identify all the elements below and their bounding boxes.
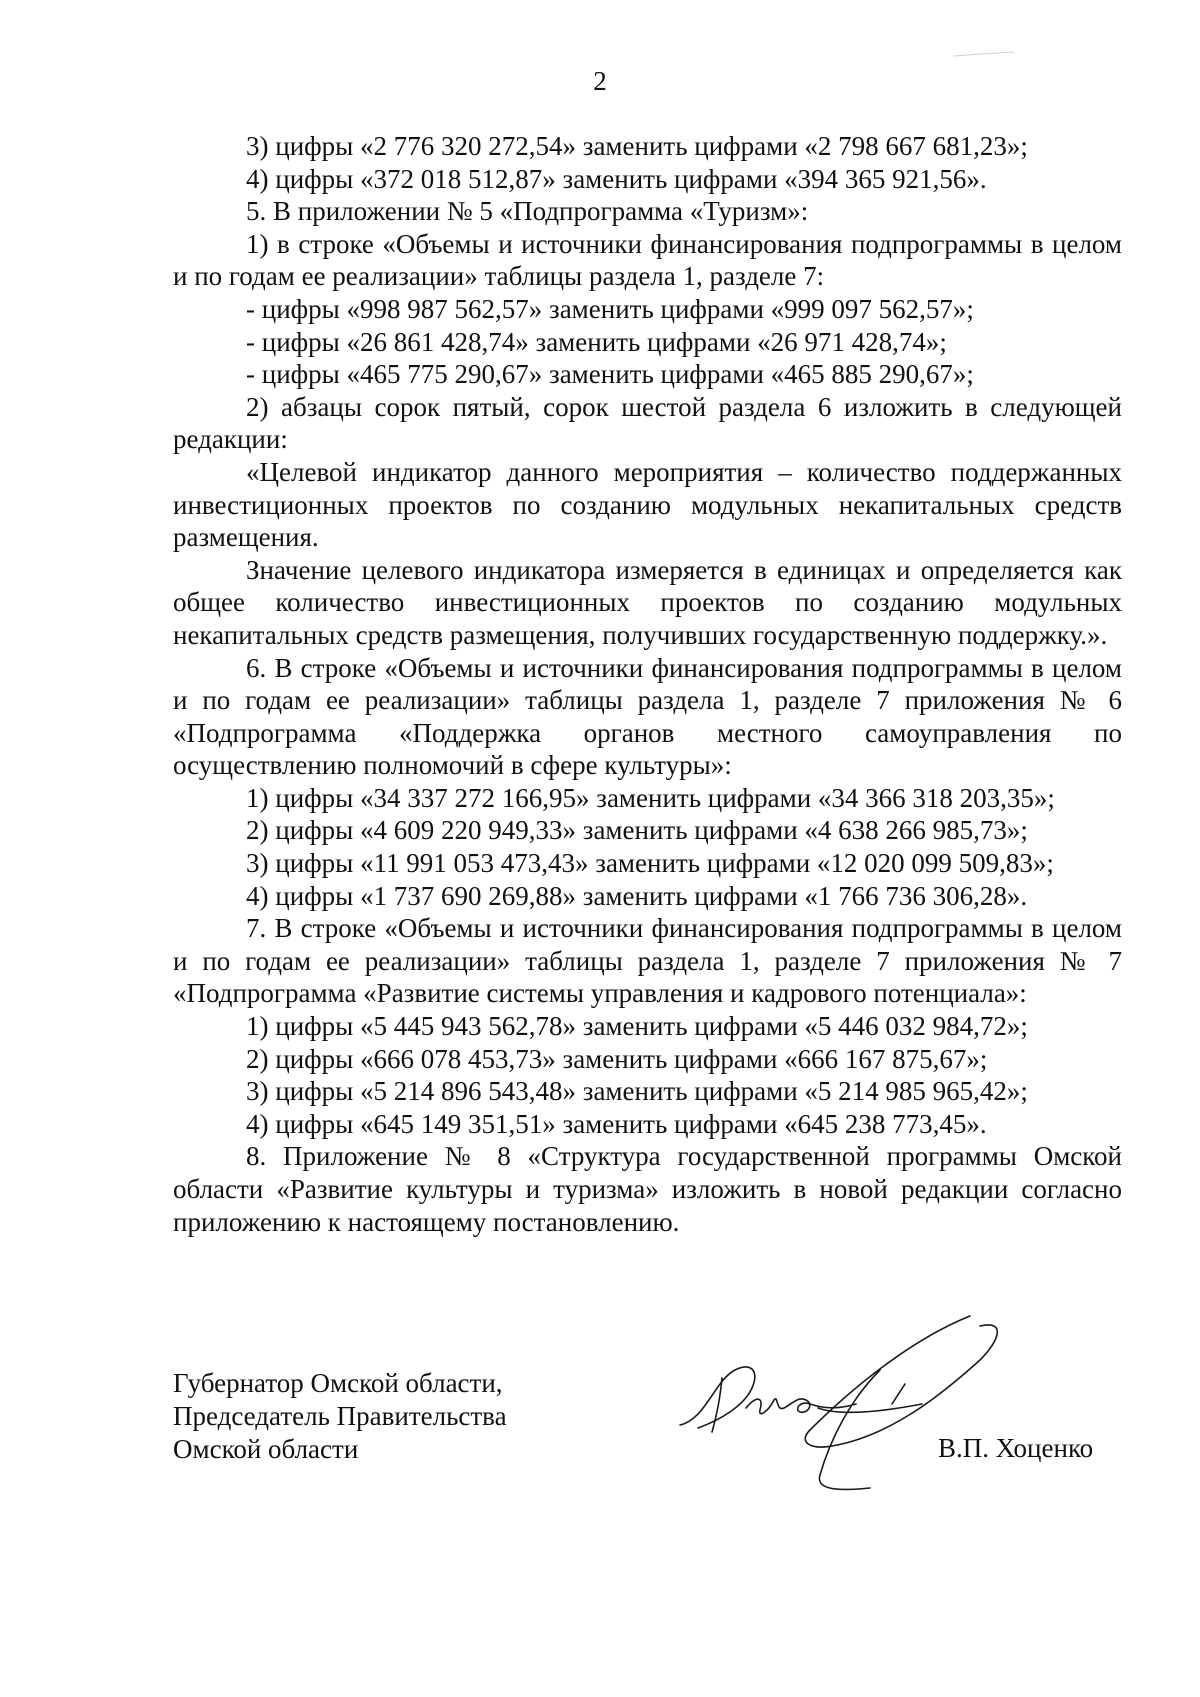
handwritten-signature bbox=[660, 1300, 1080, 1500]
signatory-position-line: Губернатор Омской области, bbox=[173, 1368, 503, 1398]
paragraph-section-7: 7. В строке «Объемы и источники финансирования подпрограммы в целом и по годам ее реализации» таблицы раздела 1, разделе 7 приложения № 7 «Подпрограмма «Развитие системы управления и кадрового потенциала»: bbox=[173, 913, 1122, 1009]
paragraph-section-5-item-1: 1) в строке «Объемы и источники финансирования подпрограммы в целом и по годам ее реализации» таблицы раздела 1, разделе 7: bbox=[173, 228, 1122, 292]
paragraph-section-6-amount-1: 1) цифры «34 337 272 166,95» заменить цифрами «34 366 318 203,35»; bbox=[246, 782, 1055, 813]
signatory-position-line: Председатель Правительства bbox=[173, 1401, 507, 1431]
paragraph-dash-amount-2: - цифры «26 861 428,74» заменить цифрами «26 971 428,74»; bbox=[246, 326, 947, 357]
paragraph-section-7-amount-4: 4) цифры «645 149 351,51» заменить цифрами «645 238 773,45». bbox=[246, 1108, 987, 1139]
paragraph-section-5: 5. В приложении № 5 «Подпрограмма «Туризм»: bbox=[246, 196, 809, 227]
page-number: 2 bbox=[593, 66, 607, 96]
signatory-position-line: Омской области bbox=[173, 1434, 359, 1464]
paragraph-item-4-amount: 4) цифры «372 018 512,87» заменить цифрами «394 365 921,56». bbox=[246, 163, 987, 194]
paragraph-quote-indicator-value: Значение целевого индикатора измеряется в единицах и определяется как общее количество инвестиционных проектов по созданию модульных некапитальных средств размещения, получивших государственную поддержку.». bbox=[173, 554, 1122, 650]
paragraph-section-7-amount-3: 3) цифры «5 214 896 543,48» заменить цифрами «5 214 985 965,42»; bbox=[246, 1076, 1028, 1107]
paragraph-section-8: 8. Приложение № 8 «Структура государственной программы Омской области «Развитие культуры и туризма» изложить в новой редакции согласно приложению к настоящему постановлению. bbox=[173, 1141, 1122, 1237]
paragraph-dash-amount-1: - цифры «998 987 562,57» заменить цифрами «999 097 562,57»; bbox=[246, 293, 974, 324]
document-body bbox=[173, 130, 1122, 1238]
paragraph-section-6-amount-3: 3) цифры «11 991 053 473,43» заменить цифрами «12 020 099 509,83»; bbox=[246, 848, 1054, 879]
scan-corner-mark bbox=[952, 40, 1022, 60]
paragraph-section-6-amount-4: 4) цифры «1 737 690 269,88» заменить цифрами «1 766 736 306,28». bbox=[246, 880, 1028, 911]
paragraph-section-5-item-2: 2) абзацы сорок пятый, сорок шестой раздела 6 изложить в следующей редакции: bbox=[173, 391, 1122, 455]
paragraph-item-3-amount: 3) цифры «2 776 320 272,54» заменить цифрами «2 798 667 681,23»; bbox=[246, 131, 1028, 161]
paragraph-section-6: 6. В строке «Объемы и источники финансирования подпрограммы в целом и по годам ее реализации» таблицы раздела 1, разделе 7 приложения № 6 «Подпрограмма «Поддержка органов местного самоуправления по осуществлению полномочий в сфере культуры»: bbox=[173, 652, 1122, 781]
signatory-position bbox=[173, 1367, 507, 1466]
paragraph-section-7-amount-1: 1) цифры «5 445 943 562,78» заменить цифрами «5 446 032 984,72»; bbox=[246, 1011, 1028, 1042]
paragraph-section-6-amount-2: 2) цифры «4 609 220 949,33» заменить цифрами «4 638 266 985,73»; bbox=[246, 815, 1028, 846]
paragraph-section-7-amount-2: 2) цифры «666 078 453,73» заменить цифрами «666 167 875,67»; bbox=[246, 1043, 988, 1074]
paragraph-dash-amount-3: - цифры «465 775 290,67» заменить цифрами «465 885 290,67»; bbox=[246, 359, 974, 390]
signatory-name: В.П. Хоценко bbox=[938, 1433, 1094, 1463]
paragraph-quote-indicator: «Целевой индикатор данного мероприятия – количество поддержанных инвестиционных проектов по созданию модульных некапитальных средств размещения. bbox=[173, 456, 1122, 553]
